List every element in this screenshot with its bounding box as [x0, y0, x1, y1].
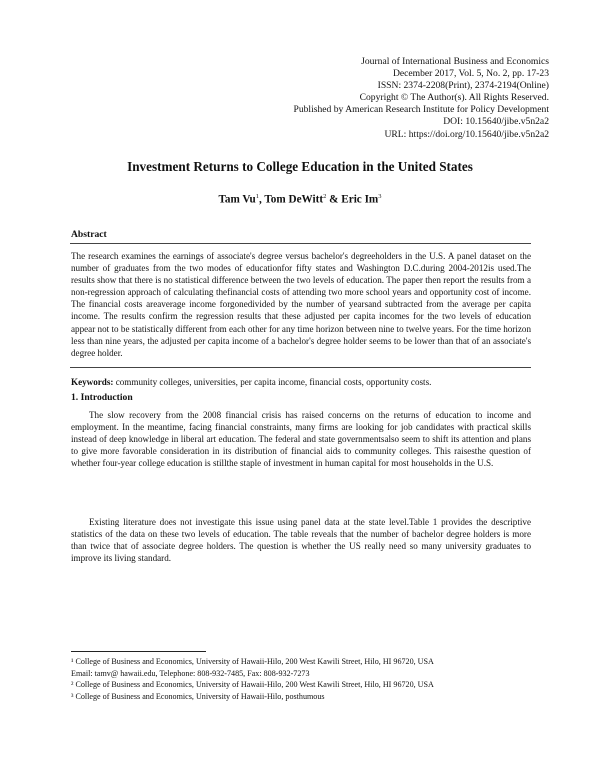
author-name: Tam Vu	[218, 193, 256, 206]
footnote-2: ² College of Business and Economics, University of Hawaii-Hilo, 200 West Kawili Street, Hilo, HI 96720, USA	[71, 680, 434, 690]
author-list	[0, 193, 600, 206]
author-separator: ,	[258, 193, 265, 206]
footnote-ref: 2	[323, 193, 327, 200]
journal-name: Journal of International Business and Economics	[361, 56, 549, 67]
footnote-divider	[71, 651, 206, 652]
publisher: Published by American Research Institute for Policy Development	[293, 104, 549, 116]
body-paragraph: The slow recovery from the 2008 financial crisis has raised concerns on the returns of education to income and employment. In the meantime, facing financial constraints, many firms are looking for job candidates with practical skills instead of deep knowledge in liberal art education. The federal and state governmentsalso seem to shift its attention and plans to give more favorable consideration in its distribution of financial aids to community colleges. This raisesthe question of whether four-year college education is stillthe staple of investment in human capital for most households in the U.S.	[71, 410, 531, 469]
footnote-3: ³ College of Business and Economics, University of Hawaii-Hilo, posthumous	[71, 692, 325, 702]
keywords-text: community colleges, universities, per capita income, financial costs, opportunity costs.	[113, 377, 432, 387]
doi-url[interactable]: URL: https://doi.org/10.15640/jibe.v5n2a2	[384, 128, 549, 140]
copyright: Copyright © The Author(s). All Rights Reserved.	[359, 92, 549, 104]
issue-info: December 2017, Vol. 5, No. 2, pp. 17-23	[392, 68, 549, 80]
paper-title: Investment Returns to College Education in the United States	[127, 159, 473, 174]
abstract-text: The research examines the earnings of associate's degree versus bachelor's degreeholders in the U.S. A panel dataset on the number of graduates from the two modes of educationfor fifty states and Washington D.C.during 2004-2012is used.The results show that there is no statistical difference between the two levels of education. The paper then report the results from a non-regression approach of calculating thefinancial costs of attending two more school years and opportunity cost of income. The financial costs areaverage income forgonedivided by the number of yearsand subtracted from the average per capita income. The results confirm the regression results that these adjusted per capita incomes for the two levels of education appear not to be statistically different from each other for any time horizon between nine to twelve years. For the time horizon less than nine years, the adjusted per capita income of a bachelor's degree holder seems to be lower than that of an associate's degree holder.	[71, 251, 531, 358]
author-separator: &	[326, 193, 342, 206]
section-heading: 1. Introduction	[71, 392, 133, 403]
author-name: Eric Im	[341, 193, 379, 206]
footnote-1-contact: Email: tamv@ hawaii.edu, Telephone: 808-932-7485, Fax: 808-932-7273	[71, 668, 310, 678]
footnote-ref: 1	[255, 193, 259, 200]
footnote-1: ¹ College of Business and Economics, University of Hawaii-Hilo, 200 West Kawili Street, Hilo, HI 96720, USA	[71, 657, 434, 666]
keywords	[71, 376, 531, 388]
body-paragraph: Existing literature does not investigate this issue using panel data at the state level.Table 1 provides the descriptive statistics of the data on these two levels of education. The table reveals that the number of bachelor degree holders is more than twice that of associate degree holders. The question is whether the US really need so many university graduates to improve its living standard.	[71, 517, 531, 564]
keywords-label: Keywords:	[71, 377, 114, 387]
doi: DOI: 10.15640/jibe.v5n2a2	[443, 116, 549, 128]
journal-header	[293, 56, 549, 141]
abstract-heading: Abstract	[71, 229, 107, 240]
footnotes	[71, 656, 541, 703]
issn: ISSN: 2374-2208(Print), 2374-2194(Online)	[377, 80, 549, 92]
footnote-ref: 3	[378, 193, 382, 200]
author-name: Tom DeWitt	[264, 193, 324, 206]
